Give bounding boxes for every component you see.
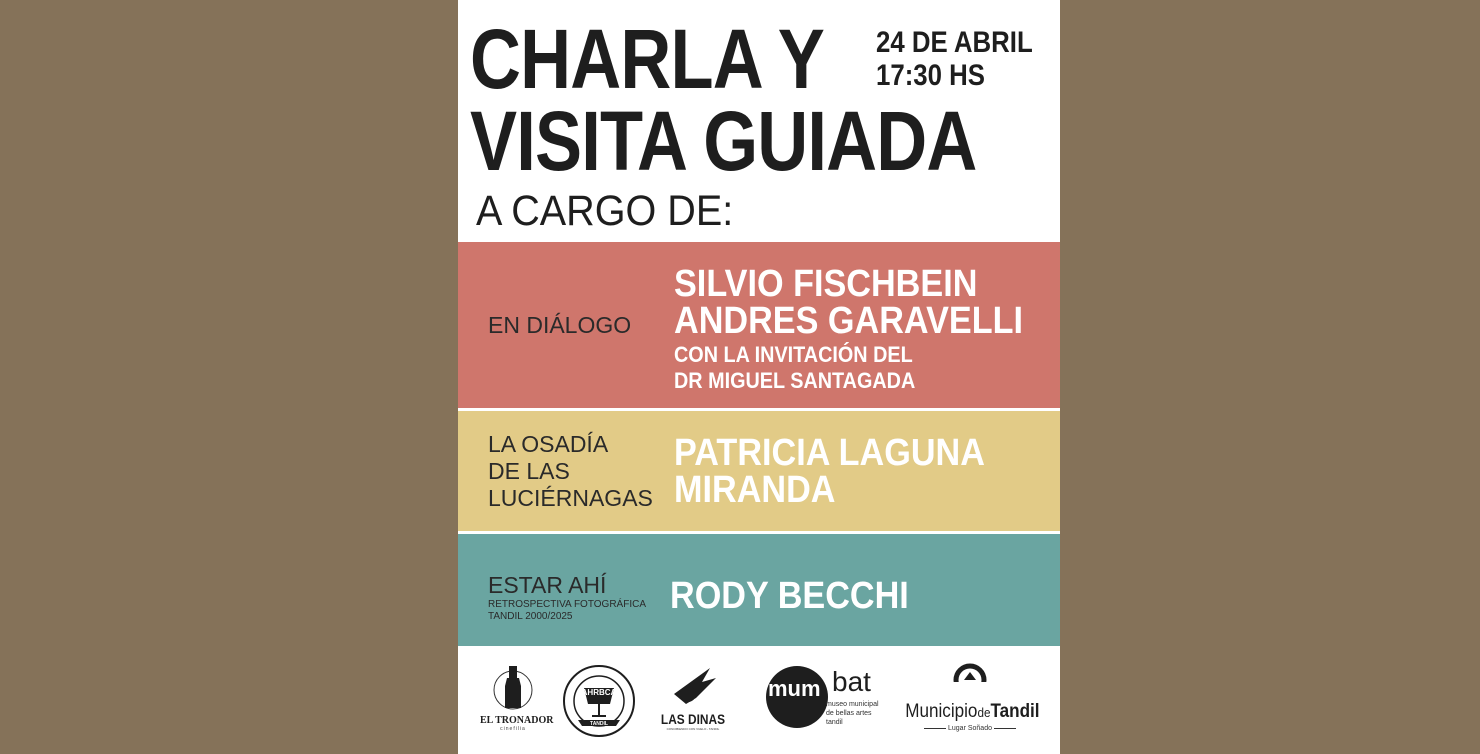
logo-sublabel-text: Lugar Soñado (948, 725, 992, 732)
section-sublabel: TANDIL 2000/2025 (488, 611, 573, 622)
logo-label: mum (768, 676, 821, 701)
section-speakers (670, 575, 909, 617)
event-date: 24 DE ABRIL (876, 26, 1033, 59)
logo-sublabel (898, 725, 1042, 732)
section-label-line: DE LAS (488, 458, 570, 484)
logo-label (905, 701, 1040, 723)
logo-label: LAS DINAS (660, 711, 726, 727)
section-estar-ahi (458, 534, 1060, 646)
logo-label-part: de (977, 705, 991, 720)
logo-sublabel-line: de bellas artes tandil (826, 710, 872, 726)
section-label (488, 431, 653, 512)
las-dinas-logo (652, 664, 734, 738)
speaker-name: RODY BECCHI (670, 575, 909, 617)
speaker-note: DR MIGUEL SANTAGADA (674, 368, 916, 393)
bird-icon (652, 664, 734, 706)
section-label: EN DIÁLOGO (488, 312, 632, 338)
title-line-2: VISITA GUIADA (470, 94, 977, 188)
speaker-name: ANDRES GARAVELLI (674, 300, 1023, 342)
event-poster (458, 0, 1060, 754)
logo-label-part: Municipio (905, 701, 978, 722)
logo-sublabel: cinefilia (500, 726, 526, 732)
speaker-name: MIRANDA (674, 469, 836, 511)
logo-label: EL TRONADOR (480, 715, 554, 726)
bottle-icon (480, 664, 546, 710)
divider (924, 728, 946, 729)
mumbat-logo (764, 664, 884, 744)
municipio-tandil-logo (898, 662, 1042, 742)
logo-sublabel: TANDIL (590, 721, 608, 727)
logo-label: AHRBCA (581, 688, 617, 697)
event-time: 17:30 HS (876, 59, 986, 92)
section-label (488, 572, 646, 623)
logo-sublabel-line: museo municipal (826, 701, 879, 708)
sponsor-logos (458, 650, 1060, 754)
section-speakers (674, 263, 1023, 394)
section-label-line: LUCIÉRNAGAS (488, 485, 653, 511)
logo-label: bat (832, 666, 871, 697)
section-osadia (458, 411, 1060, 531)
municipio-emblem-icon (898, 662, 1042, 694)
ahrbca-logo (562, 664, 636, 738)
section-en-dialogo (458, 242, 1060, 408)
logo-sublabel: CONCIBIENDO CON VUELO - TANDIL (666, 727, 720, 731)
logo-sublabel (826, 700, 884, 727)
logo-label-part: Tandil (990, 701, 1040, 722)
divider (994, 728, 1016, 729)
section-speakers (674, 432, 985, 511)
poster-subtitle: A CARGO DE: (476, 187, 734, 235)
event-datetime (876, 26, 1033, 92)
title-line-1: CHARLA Y (470, 12, 824, 106)
section-label-line: LA OSADÍA (488, 431, 609, 457)
speaker-note: CON LA INVITACIÓN DEL (674, 342, 913, 367)
section-sublabel: RETROSPECTIVA FOTOGRÁFICA (488, 599, 646, 610)
speaker-name: SILVIO FISCHBEIN (674, 263, 978, 305)
section-label-line: ESTAR AHÍ (488, 572, 607, 598)
speaker-name: PATRICIA LAGUNA (674, 432, 985, 474)
el-tronador-logo (480, 664, 554, 732)
